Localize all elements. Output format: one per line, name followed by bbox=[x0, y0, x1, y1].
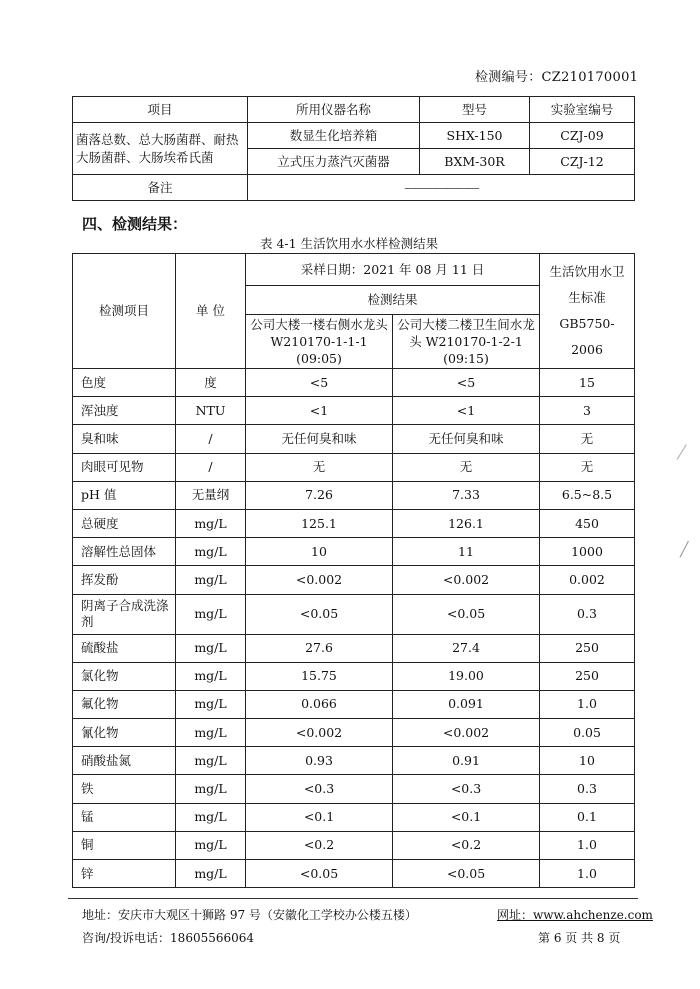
unit-cell: mg/L bbox=[176, 662, 246, 690]
sample-1-cell: 27.6 bbox=[246, 634, 393, 662]
results-body bbox=[73, 369, 635, 888]
sample-1-cell: <0.3 bbox=[246, 775, 393, 803]
unit-cell: mg/L bbox=[176, 831, 246, 859]
standard-cell: 1000 bbox=[540, 538, 635, 566]
sample-1-cell: <1 bbox=[246, 397, 393, 425]
unit-cell: mg/L bbox=[176, 775, 246, 803]
results-header-row bbox=[73, 254, 635, 286]
sample-2-cell: <0.002 bbox=[393, 719, 540, 747]
item-cell: 总硬度 bbox=[73, 509, 176, 537]
sample-1-cell: <0.002 bbox=[246, 566, 393, 594]
instrument-remark-row bbox=[73, 175, 635, 201]
instrument-model-cell: SHX-150 bbox=[420, 123, 530, 149]
sampling-date: 采样日期：2021 年 08 月 11 日 bbox=[246, 254, 540, 286]
instrument-model-cell: BXM-30R bbox=[420, 149, 530, 175]
col-results-header: 检测结果 bbox=[246, 286, 540, 315]
sample-2-cell: 126.1 bbox=[393, 509, 540, 537]
item-cell: 溶解性总固体 bbox=[73, 538, 176, 566]
sample-1-cell: <0.2 bbox=[246, 831, 393, 859]
sample-1-cell: 7.26 bbox=[246, 481, 393, 509]
table-row bbox=[73, 397, 635, 425]
footer-phone: 咨询/投诉电话：18605566064 bbox=[82, 931, 255, 945]
item-cell: 铁 bbox=[73, 775, 176, 803]
sample-1-cell: <0.05 bbox=[246, 860, 393, 888]
unit-cell: mg/L bbox=[176, 690, 246, 718]
standard-cell: 250 bbox=[540, 662, 635, 690]
sample-1-cell: 无任何臭和味 bbox=[246, 425, 393, 453]
table-row bbox=[73, 747, 635, 775]
col-standard-header: 生活饮用水卫生标准 GB5750-2006 bbox=[540, 254, 635, 369]
instrument-lab-cell: CZJ-12 bbox=[530, 149, 635, 175]
sample-1-header: 公司大楼一楼右侧水龙头 W210170-1-1-1 (09:05) bbox=[246, 315, 393, 369]
sample-2-cell: 7.33 bbox=[393, 481, 540, 509]
sample-2-cell: 0.091 bbox=[393, 690, 540, 718]
standard-cell: 10 bbox=[540, 747, 635, 775]
unit-cell: mg/L bbox=[176, 566, 246, 594]
standard-cell: 1.0 bbox=[540, 860, 635, 888]
sample-2-cell: <1 bbox=[393, 397, 540, 425]
item-cell: 硝酸盐氮 bbox=[73, 747, 176, 775]
seal-fragment-icon: ⁄ bbox=[680, 440, 684, 464]
sample-1-cell: 15.75 bbox=[246, 662, 393, 690]
table-row bbox=[73, 719, 635, 747]
sample-2-cell: <0.05 bbox=[393, 594, 540, 634]
standard-cell: 0.002 bbox=[540, 566, 635, 594]
footer-website: 网址：www.ahchenze.com bbox=[497, 908, 653, 922]
unit-cell: NTU bbox=[176, 397, 246, 425]
item-cell: 氰化物 bbox=[73, 719, 176, 747]
instrument-col-lab-no: 实验室编号 bbox=[530, 97, 635, 123]
instrument-name-cell: 数显生化培养箱 bbox=[248, 123, 420, 149]
unit-cell: mg/L bbox=[176, 594, 246, 634]
sample-1-cell: 无 bbox=[246, 453, 393, 481]
sample-1-cell: <5 bbox=[246, 369, 393, 397]
table-row bbox=[73, 538, 635, 566]
standard-cell: 15 bbox=[540, 369, 635, 397]
sample-2-cell: <5 bbox=[393, 369, 540, 397]
standard-cell: 无 bbox=[540, 425, 635, 453]
sample-2-cell: <0.002 bbox=[393, 566, 540, 594]
table-row bbox=[73, 690, 635, 718]
table-row bbox=[73, 662, 635, 690]
unit-cell: 度 bbox=[176, 369, 246, 397]
remark-value: ——————— bbox=[248, 175, 635, 201]
sample-2-cell: <0.3 bbox=[393, 775, 540, 803]
sample-2-cell: 27.4 bbox=[393, 634, 540, 662]
unit-cell: mg/L bbox=[176, 509, 246, 537]
item-cell: 锰 bbox=[73, 803, 176, 831]
standard-cell: 1.0 bbox=[540, 831, 635, 859]
seal-fragment-icon: ╱ bbox=[680, 542, 689, 558]
item-cell: 铜 bbox=[73, 831, 176, 859]
item-cell: 阴离子合成洗涤剂 bbox=[73, 594, 176, 634]
sample-2-cell: <0.05 bbox=[393, 860, 540, 888]
table-row bbox=[73, 594, 635, 634]
instrument-lab-cell: CZJ-09 bbox=[530, 123, 635, 149]
item-cell: 浑浊度 bbox=[73, 397, 176, 425]
unit-cell: mg/L bbox=[176, 634, 246, 662]
unit-cell: mg/L bbox=[176, 719, 246, 747]
standard-cell: 0.05 bbox=[540, 719, 635, 747]
sample-2-cell: 无任何臭和味 bbox=[393, 425, 540, 453]
standard-cell: 1.0 bbox=[540, 690, 635, 718]
table-row bbox=[73, 453, 635, 481]
footer-page-number: 第 6 页 共 8 页 bbox=[538, 931, 621, 945]
item-cell: 挥发酚 bbox=[73, 566, 176, 594]
standard-cell: 0.1 bbox=[540, 803, 635, 831]
sample-1-cell: 0.066 bbox=[246, 690, 393, 718]
table-row bbox=[73, 634, 635, 662]
footer-address: 地址：安庆市大观区十狮路 97 号（安徽化工学校办公楼五楼） bbox=[82, 908, 417, 922]
unit-cell: / bbox=[176, 453, 246, 481]
sample-1-cell: 10 bbox=[246, 538, 393, 566]
instrument-col-name: 所用仪器名称 bbox=[248, 97, 420, 123]
table-row bbox=[73, 803, 635, 831]
unit-cell: / bbox=[176, 425, 246, 453]
item-cell: 硫酸盐 bbox=[73, 634, 176, 662]
item-cell: 色度 bbox=[73, 369, 176, 397]
sample-2-cell: 0.91 bbox=[393, 747, 540, 775]
item-cell: pH 值 bbox=[73, 481, 176, 509]
unit-cell: mg/L bbox=[176, 803, 246, 831]
table-row bbox=[73, 860, 635, 888]
instrument-table bbox=[72, 96, 635, 201]
unit-cell: mg/L bbox=[176, 747, 246, 775]
unit-cell: 无量纲 bbox=[176, 481, 246, 509]
instrument-header-row bbox=[73, 97, 635, 123]
report-number: 检测编号：CZ210170001 bbox=[475, 70, 639, 85]
sample-2-cell: <0.2 bbox=[393, 831, 540, 859]
standard-cell: 0.3 bbox=[540, 775, 635, 803]
standard-cell: 0.3 bbox=[540, 594, 635, 634]
instrument-item-cell: 菌落总数、总大肠菌群、耐热大肠菌群、大肠埃希氏菌 bbox=[73, 123, 248, 175]
instrument-name-cell: 立式压力蒸汽灭菌器 bbox=[248, 149, 420, 175]
unit-cell: mg/L bbox=[176, 538, 246, 566]
results-table bbox=[72, 253, 635, 888]
sample-2-header: 公司大楼二楼卫生间水龙头 W210170-1-2-1 (09:15) bbox=[393, 315, 540, 369]
instrument-col-model: 型号 bbox=[420, 97, 530, 123]
table-row bbox=[73, 481, 635, 509]
standard-cell: 450 bbox=[540, 509, 635, 537]
sample-1-cell: 125.1 bbox=[246, 509, 393, 537]
remark-label: 备注 bbox=[73, 175, 248, 201]
sample-1-cell: <0.05 bbox=[246, 594, 393, 634]
table-row bbox=[73, 566, 635, 594]
item-cell: 锌 bbox=[73, 860, 176, 888]
table-row bbox=[73, 509, 635, 537]
standard-cell: 250 bbox=[540, 634, 635, 662]
item-cell: 氯化物 bbox=[73, 662, 176, 690]
table-caption: 表 4-1 生活饮用水水样检测结果 bbox=[260, 236, 439, 251]
sample-2-cell: 11 bbox=[393, 538, 540, 566]
standard-cell: 3 bbox=[540, 397, 635, 425]
item-cell: 肉眼可见物 bbox=[73, 453, 176, 481]
table-row bbox=[73, 775, 635, 803]
footer-divider bbox=[68, 898, 638, 899]
item-cell: 氟化物 bbox=[73, 690, 176, 718]
instrument-col-item: 项目 bbox=[73, 97, 248, 123]
table-row bbox=[73, 369, 635, 397]
table-row bbox=[73, 425, 635, 453]
unit-cell: mg/L bbox=[176, 860, 246, 888]
sample-1-cell: <0.002 bbox=[246, 719, 393, 747]
table-row bbox=[73, 831, 635, 859]
col-unit-header: 单 位 bbox=[176, 254, 246, 369]
section-title: 四、检测结果： bbox=[82, 215, 188, 233]
sample-2-cell: 19.00 bbox=[393, 662, 540, 690]
standard-cell: 无 bbox=[540, 453, 635, 481]
standard-cell: 6.5~8.5 bbox=[540, 481, 635, 509]
sample-1-cell: <0.1 bbox=[246, 803, 393, 831]
item-cell: 臭和味 bbox=[73, 425, 176, 453]
sample-2-cell: 无 bbox=[393, 453, 540, 481]
instrument-row bbox=[73, 123, 635, 149]
sample-1-cell: 0.93 bbox=[246, 747, 393, 775]
sample-2-cell: <0.1 bbox=[393, 803, 540, 831]
col-item-header: 检测项目 bbox=[73, 254, 176, 369]
